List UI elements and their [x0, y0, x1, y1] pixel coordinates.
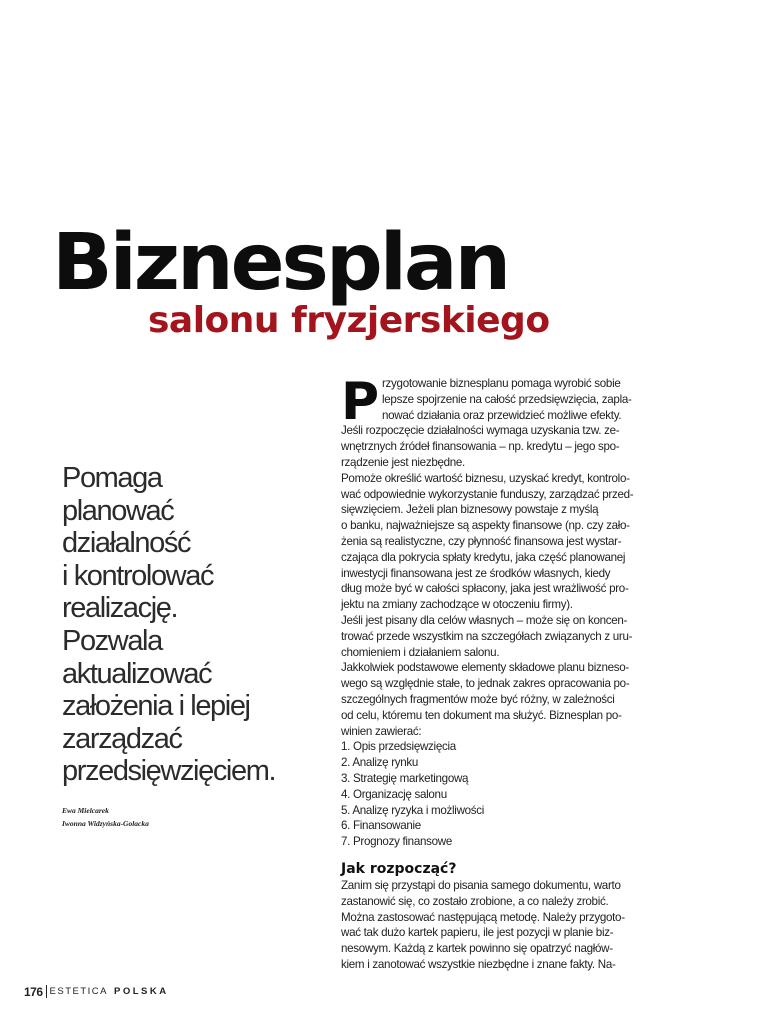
body-column [341, 372, 659, 973]
body-line: rządzenie jest niezbędne. [341, 455, 465, 469]
body-line: Pomoże określić wartość biznesu, uzyskać kredyt, kontrolo- [341, 471, 630, 485]
pull-quote-line: Pomaga [62, 462, 162, 494]
body-line: nesowym. Każdą z kartek powinno się opatrzyć nagłów- [341, 942, 613, 956]
body-line: szczególnych fragmentów może być różny, w zależności [341, 692, 615, 706]
pull-quote-line: zarządzać [62, 722, 182, 755]
pull-quote-line: i kontrolować [62, 559, 214, 592]
body-line: Jakkolwiek podstawowe elementy składowe planu bizneso- [341, 661, 629, 675]
body-line: od celu, któremu ten dokument ma służyć. Biznesplan po- [341, 708, 622, 722]
body-line: jektu na zmiany zachodzące w otoczeniu firmy). [341, 598, 573, 612]
list-item: 3. Strategię marketingową [341, 771, 469, 785]
section-heading: Jak rozpocząć? [341, 860, 457, 877]
publication-edition: POLSKA [113, 985, 169, 997]
footer-divider [46, 985, 47, 998]
list-item: 6. Finansowanie [341, 819, 421, 833]
drop-cap: P [341, 372, 379, 432]
list-item: 5. Analizę ryzyka i możliwości [341, 803, 485, 817]
body-line: Zanim się przystąpi do pisania samego dokumentu, warto [341, 878, 621, 892]
body-line: Można zastosować następującą metodę. Należy przygoto- [341, 910, 625, 924]
pull-quote-line: Pozwala [62, 624, 162, 657]
body-line: chomieniem i działaniem salonu. [341, 645, 500, 659]
list-item: 2. Analizę rynku [341, 756, 419, 770]
pull-quote [62, 462, 332, 788]
body-line: winien zawierać: [341, 724, 422, 738]
list-item: 4. Organizację salonu [341, 787, 447, 801]
pull-quote-line: założenia i lepiej [62, 690, 250, 723]
body-line: wego są względnie stałe, to jednak zakres opracowania po- [341, 677, 630, 691]
pull-quote-line: aktualizować [62, 657, 212, 690]
body-line: zastanowić się, co zostało zrobione, a co należy zrobić. [341, 894, 609, 908]
publication-name: ESTETICA [49, 985, 108, 997]
body-line: Jeśli rozpoczęcie działalności wymaga uzyskania tzw. ze- [341, 424, 620, 438]
body-line: wać odpowiednie wykorzystanie funduszy, zarządzać przed- [341, 487, 634, 501]
body-line: sięwzięciem. Jeżeli plan biznesowy powstaje z myślą [341, 503, 599, 517]
list-item: 1. Opis przedsięwzięcia [341, 740, 456, 754]
body-line: o banku, najważniejsze są aspekty finansowe (np. czy zało- [341, 519, 630, 533]
author-name: Iwonna Widzyńska-Golacka [62, 819, 149, 828]
body-line: lepsze spojrzenie na całość przedsięwzięcia, zapla- [382, 392, 632, 406]
pull-quote-line: realizację. [62, 592, 178, 625]
author-credits [62, 804, 149, 830]
body-line: wnętrznych źródeł finansowania – np. kredytu – jego spo- [341, 440, 620, 454]
page-footer [24, 985, 169, 998]
article-subtitle: salonu fryzjerskiego [148, 300, 550, 341]
body-line: dług może być w całości spłacony, jaka jest wrażliwość pro- [341, 582, 629, 596]
article-title: Biznesplan [52, 218, 509, 308]
body-line: rzygotowanie biznesplanu pomaga wyrobić sobie [382, 377, 621, 390]
pull-quote-line: planować [62, 494, 174, 527]
pull-quote-line: działalność [62, 527, 191, 560]
body-line: czająca dla pokrycia spłaty kredytu, jaka część planowanej [341, 550, 626, 564]
body-line: inwestycji finansowana jest ze środków własnych, kiedy [341, 566, 611, 580]
body-line: Jeśli jest pisany dla celów własnych – może się on koncen- [341, 613, 628, 627]
body-line: wać tak dużo kartek papieru, ile jest pozycji w planie biz- [341, 926, 614, 940]
body-line: żenia są realistyczne, czy płynność finansowa jest wystar- [341, 534, 622, 548]
pull-quote-line: przedsięwzięciem. [62, 755, 276, 788]
page-number: 176 [24, 984, 43, 999]
list-item: 7. Prognozy finansowe [341, 835, 452, 849]
body-line: nować działania oraz przewidzieć możliwe efekty. [382, 408, 622, 422]
author-name: Ewa Mielcarek [62, 806, 109, 815]
body-line: kiem i zanotować wszystkie niezbędne i znane fakty. Na- [341, 957, 616, 971]
body-line: trować przede wszystkim na szczegółach związanych z uru- [341, 629, 633, 643]
